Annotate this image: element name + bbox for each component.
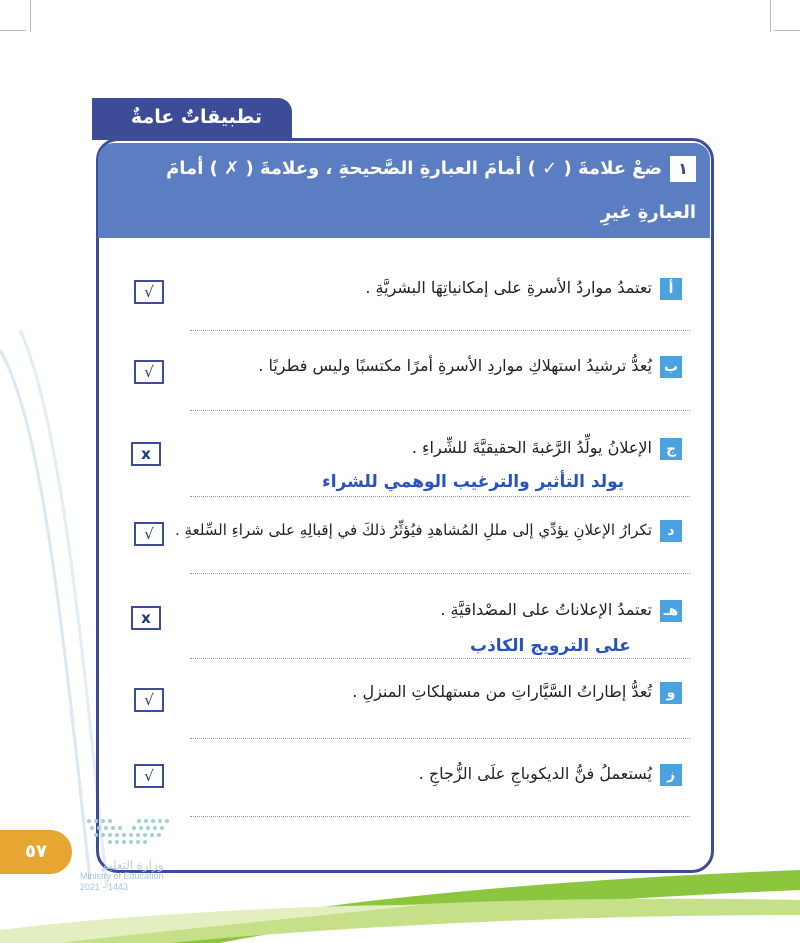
item-c	[412, 438, 682, 460]
item-letter: ج	[660, 438, 682, 460]
instruction-line-1: ضعْ علامةَ ( ✓ ) أمامَ العبارةِ الصَّحيحةِ ، وعلامةَ ( ✗ ) أمامَ العبارةِ غيرِ	[166, 158, 696, 223]
item-text: الإعلانُ يولِّدُ الرَّغبةَ الحقيقيَّةَ للشِّراءِ .	[411, 438, 652, 457]
page-number: ٥٧	[0, 830, 72, 874]
item-d	[175, 520, 682, 542]
dotted-line	[190, 410, 690, 411]
ministry-logo-icon	[84, 816, 174, 856]
dotted-line	[190, 658, 690, 659]
ministry-arabic: وزارة التعليم	[101, 858, 164, 872]
answer-box-a[interactable]: √	[134, 280, 164, 304]
dotted-line	[190, 816, 690, 817]
answer-box-d[interactable]: √	[134, 522, 164, 546]
correction-c: يولد التأثير والترغيب الوهمي للشراء	[322, 472, 625, 492]
item-letter: و	[660, 682, 682, 704]
section-title: تطبيقاتٌ عامةٌ	[92, 98, 292, 140]
instruction-line-2: الصَّحيحةِ ، معَ تصحيحِ الخَطَأ فيما يأتِي :	[245, 246, 586, 267]
item-text: يُعدُّ ترشيدُ استهلاكِ مواردِ الأسرةِ أمرًا مكتسبًا وليس فطريًا .	[258, 356, 652, 375]
question-instruction	[98, 143, 710, 267]
item-b	[258, 356, 682, 378]
item-letter: ب	[660, 356, 682, 378]
item-letter: أ	[660, 278, 682, 300]
answer-box-e[interactable]: x	[131, 606, 161, 630]
item-f	[352, 682, 682, 704]
item-text: تعتمدُ الإعلاناتُ على المصْداقيَّةِ .	[440, 600, 652, 619]
dotted-line	[190, 496, 690, 497]
item-g	[419, 764, 682, 786]
item-letter: ز	[660, 764, 682, 786]
dotted-line	[190, 738, 690, 739]
item-text: تعتمدُ مواردُ الأسرةِ على إمكانياتِهَا البشريَّةِ .	[365, 278, 652, 297]
answer-box-b[interactable]: √	[134, 360, 164, 384]
question-number: ١	[670, 156, 696, 182]
dotted-line	[190, 330, 690, 331]
ministry-logo	[80, 860, 164, 893]
item-text: يُستعملُ فنُّ الديكوباجِ علَى الزُّجاجِ .	[418, 764, 652, 783]
dotted-line	[190, 573, 690, 574]
item-e	[440, 600, 682, 622]
answer-box-f[interactable]: √	[134, 688, 164, 712]
correction-e: على الترويج الكاذب	[470, 636, 631, 656]
answer-box-c[interactable]: x	[131, 442, 161, 466]
ministry-year: 2021 - 1443	[80, 882, 129, 892]
item-text: تكرارُ الإعلانِ يؤدِّي إلى مللِ المُشاهدِ فيُؤثِّرُ ذلكَ في إقبالِهِ على شراءِ السِّلعةِ .	[175, 521, 652, 539]
item-letter: د	[660, 520, 682, 542]
item-text: تُعدُّ إطاراتُ السَّيَّاراتِ من مستهلكاتِ المنزلِ .	[352, 682, 652, 701]
item-a	[365, 278, 682, 300]
ministry-english: Ministry of Education	[80, 871, 164, 881]
answer-box-g[interactable]: √	[134, 764, 164, 788]
item-letter: هـ	[660, 600, 682, 622]
